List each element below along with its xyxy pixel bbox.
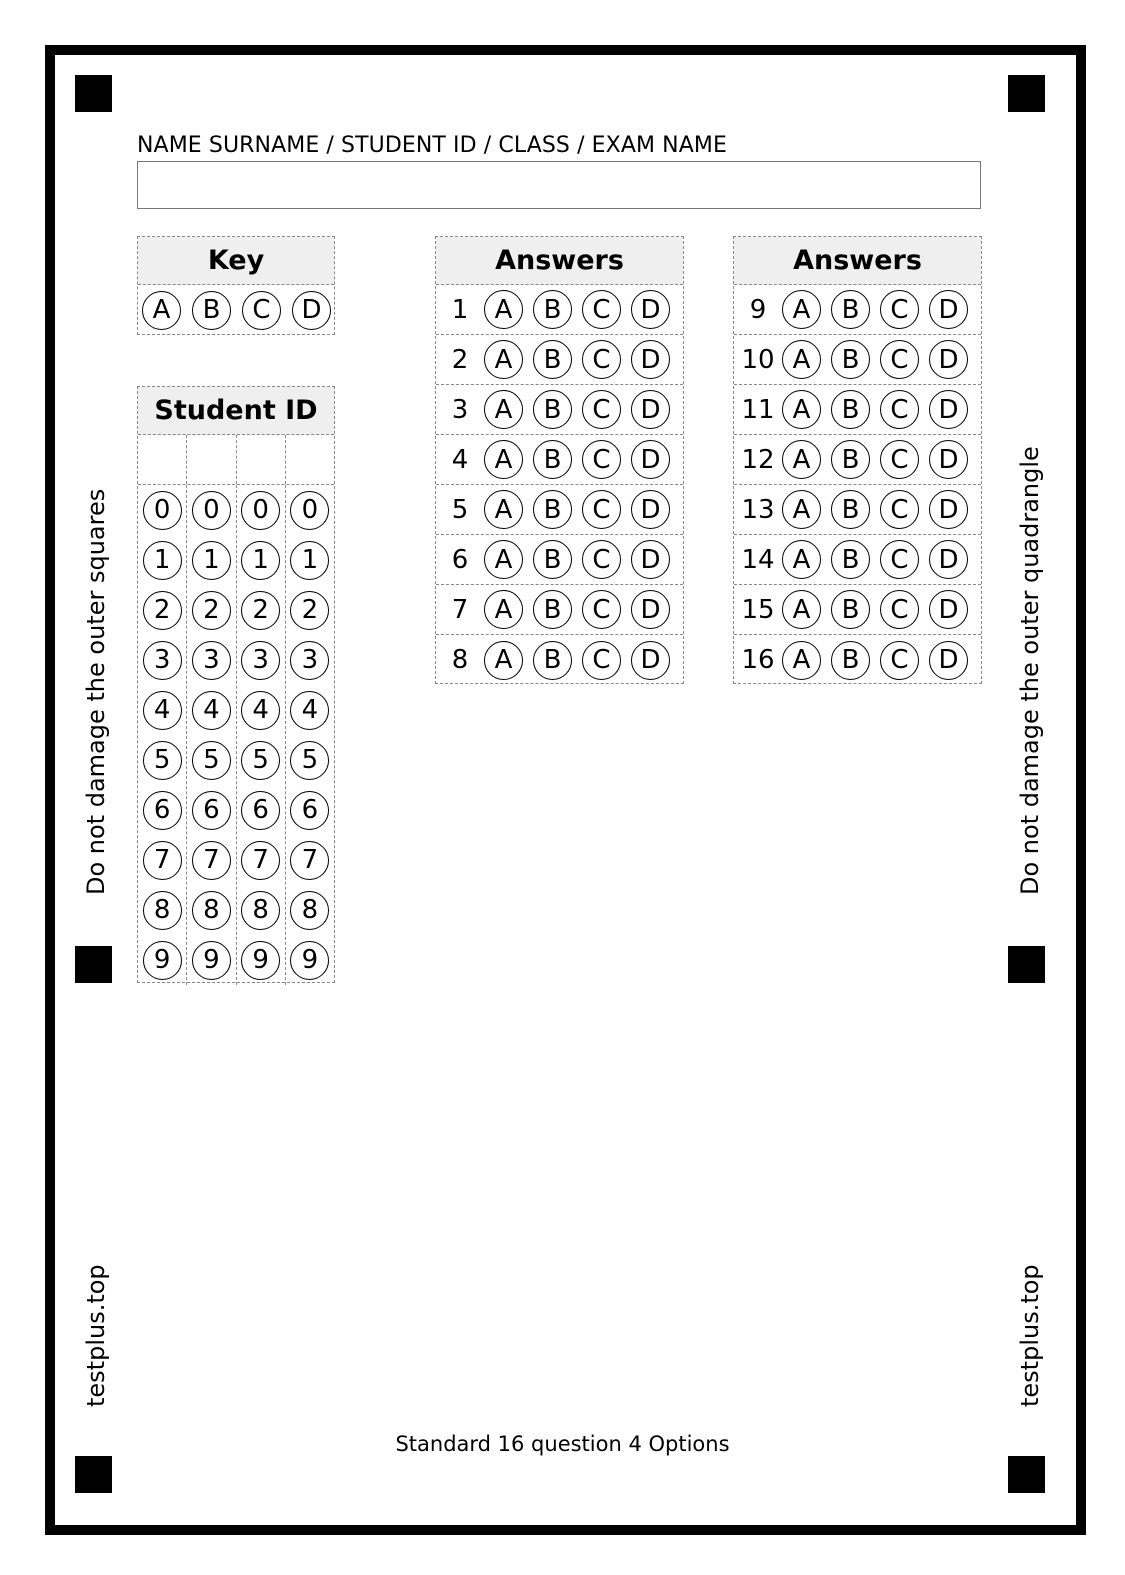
answer-bubble-c[interactable]: C [582, 590, 621, 629]
question-number: 5 [451, 494, 469, 525]
key-row [138, 285, 334, 335]
key-title: Key [138, 237, 334, 285]
answer-bubble-d[interactable]: D [929, 340, 968, 379]
question-number: 15 [741, 594, 775, 625]
student-id-bubble[interactable]: 9 [192, 941, 231, 980]
answer-row [734, 535, 981, 585]
answer-bubble-c[interactable]: C [880, 540, 919, 579]
student-id-cell [138, 735, 186, 785]
answer-bubble-c[interactable]: C [582, 641, 621, 680]
student-id-cell [237, 685, 285, 735]
alignment-marker-top-right [1008, 75, 1045, 112]
answer-row [436, 385, 683, 435]
answer-bubble-d[interactable]: D [929, 390, 968, 429]
answer-bubble-a[interactable]: A [484, 641, 523, 680]
answer-bubble-b[interactable]: B [831, 590, 870, 629]
student-id-bubble[interactable]: 7 [143, 841, 182, 880]
student-id-bubble[interactable]: 5 [290, 741, 329, 780]
student-id-cell [286, 735, 334, 785]
answer-bubble-d[interactable]: D [929, 590, 968, 629]
student-id-entry-box[interactable] [237, 435, 286, 484]
answers-title: Answers [734, 237, 981, 285]
answer-row [436, 285, 683, 335]
answer-bubble-b[interactable]: B [831, 290, 870, 329]
answer-bubble-d[interactable]: D [929, 290, 968, 329]
answer-row [734, 485, 981, 535]
answer-bubble-c[interactable]: C [880, 490, 919, 529]
student-id-cell [237, 735, 285, 785]
answer-bubble-d[interactable]: D [631, 490, 670, 529]
student-id-bubble[interactable]: 6 [290, 791, 329, 830]
student-id-cell [187, 885, 235, 935]
student-id-cell [286, 885, 334, 935]
alignment-marker-mid-left [75, 946, 112, 983]
student-id-bubble[interactable]: 9 [290, 941, 329, 980]
student-id-entry-row [138, 435, 334, 485]
answer-bubble-b[interactable]: B [533, 490, 572, 529]
student-id-cell [187, 585, 235, 635]
answer-row [734, 285, 981, 335]
answer-bubble-c[interactable]: C [880, 440, 919, 479]
student-id-cell [286, 685, 334, 735]
question-number: 2 [451, 344, 469, 375]
student-id-bubble[interactable]: 1 [290, 541, 329, 580]
answer-bubble-b[interactable]: B [533, 440, 572, 479]
answer-bubble-b[interactable]: B [831, 390, 870, 429]
student-id-cell [286, 635, 334, 685]
sheet-footer: Standard 16 question 4 Options [395, 1432, 730, 1456]
student-id-bubble[interactable]: 0 [241, 491, 280, 530]
student-id-bubble-grid [138, 485, 334, 985]
answer-row [436, 335, 683, 385]
answer-bubble-b[interactable]: B [533, 590, 572, 629]
student-id-cell [138, 935, 186, 985]
student-id-bubble[interactable]: 0 [290, 491, 329, 530]
answer-row [436, 635, 683, 685]
answer-bubble-b[interactable]: B [533, 641, 572, 680]
student-id-bubble[interactable]: 4 [241, 691, 280, 730]
answer-bubble-a[interactable]: A [782, 390, 821, 429]
question-number: 16 [741, 645, 775, 675]
student-id-column [187, 485, 236, 985]
student-id-cell [237, 635, 285, 685]
question-number: 11 [741, 394, 775, 425]
answer-row [734, 385, 981, 435]
student-id-bubble[interactable]: 7 [290, 841, 329, 880]
student-id-cell [187, 685, 235, 735]
student-id-bubble[interactable]: 0 [192, 491, 231, 530]
answer-bubble-c[interactable]: C [582, 490, 621, 529]
student-id-bubble[interactable]: 3 [290, 641, 329, 680]
student-id-bubble[interactable]: 0 [143, 491, 182, 530]
left-site-text: testplus.top [82, 1264, 110, 1407]
student-id-panel [137, 386, 335, 983]
answer-bubble-a[interactable]: A [484, 340, 523, 379]
question-number: 8 [451, 645, 469, 675]
key-bubble-b[interactable]: B [192, 291, 231, 330]
student-id-cell [138, 485, 186, 535]
answer-bubble-a[interactable]: A [484, 290, 523, 329]
student-id-cell [187, 735, 235, 785]
answer-bubble-c[interactable]: C [582, 540, 621, 579]
answer-row [436, 435, 683, 485]
answer-bubble-a[interactable]: A [484, 590, 523, 629]
answer-bubble-a[interactable]: A [484, 490, 523, 529]
answer-bubble-a[interactable]: A [782, 290, 821, 329]
student-id-cell [187, 835, 235, 885]
answer-bubble-d[interactable]: D [631, 540, 670, 579]
student-id-column [286, 485, 334, 985]
student-id-cell [187, 485, 235, 535]
student-id-bubble[interactable]: 1 [143, 541, 182, 580]
left-warning-text: Do not damage the outer squares [82, 488, 110, 895]
answers-title: Answers [436, 237, 683, 285]
answer-bubble-c[interactable]: C [582, 340, 621, 379]
student-id-bubble[interactable]: 4 [192, 691, 231, 730]
student-id-bubble[interactable]: 2 [241, 591, 280, 630]
student-id-bubble[interactable]: 3 [241, 641, 280, 680]
answer-bubble-c[interactable]: C [582, 390, 621, 429]
question-number: 10 [741, 344, 775, 375]
question-number: 14 [741, 544, 775, 575]
student-id-cell [237, 485, 285, 535]
key-bubble-a[interactable]: A [142, 291, 181, 330]
name-field[interactable] [137, 161, 981, 209]
answer-bubble-a[interactable]: A [484, 390, 523, 429]
student-id-bubble[interactable]: 8 [241, 891, 280, 930]
answer-bubble-a[interactable]: A [782, 590, 821, 629]
student-id-bubble[interactable]: 9 [241, 941, 280, 980]
student-id-bubble[interactable]: 5 [192, 741, 231, 780]
answer-bubble-b[interactable]: B [831, 340, 870, 379]
answer-bubble-c[interactable]: C [880, 340, 919, 379]
student-id-cell [286, 835, 334, 885]
right-site-text: testplus.top [1016, 1264, 1044, 1407]
answer-bubble-d[interactable]: D [929, 490, 968, 529]
answer-row [734, 435, 981, 485]
answer-bubble-d[interactable]: D [929, 540, 968, 579]
student-id-title: Student ID [138, 387, 334, 435]
student-id-cell [286, 485, 334, 535]
student-id-column [138, 485, 187, 985]
answer-bubble-a[interactable]: A [484, 440, 523, 479]
answer-bubble-c[interactable]: C [582, 440, 621, 479]
student-id-cell [187, 535, 235, 585]
student-id-bubble[interactable]: 6 [241, 791, 280, 830]
answer-row [436, 585, 683, 635]
alignment-marker-bottom-left [75, 1456, 112, 1493]
alignment-marker-mid-right [1008, 946, 1045, 983]
answer-bubble-d[interactable]: D [631, 290, 670, 329]
question-number: 7 [451, 594, 469, 625]
answer-bubble-d[interactable]: D [631, 340, 670, 379]
student-id-cell [138, 635, 186, 685]
answer-bubble-a[interactable]: A [782, 641, 821, 680]
answer-bubble-a[interactable]: A [782, 540, 821, 579]
question-number: 6 [451, 544, 469, 575]
student-id-cell [237, 585, 285, 635]
answer-bubble-d[interactable]: D [631, 590, 670, 629]
answer-bubble-c[interactable]: C [880, 290, 919, 329]
student-id-cell [138, 785, 186, 835]
student-id-bubble[interactable]: 9 [143, 941, 182, 980]
question-number: 9 [749, 294, 767, 325]
student-id-cell [138, 885, 186, 935]
student-id-cell [138, 835, 186, 885]
answers-panel-1 [435, 236, 684, 684]
answer-bubble-d[interactable]: D [929, 440, 968, 479]
student-id-bubble[interactable]: 5 [241, 741, 280, 780]
student-id-entry-box[interactable] [286, 435, 334, 484]
answer-bubble-b[interactable]: B [533, 340, 572, 379]
student-id-bubble[interactable]: 2 [290, 591, 329, 630]
student-id-cell [237, 885, 285, 935]
student-id-cell [237, 785, 285, 835]
answer-bubble-b[interactable]: B [533, 540, 572, 579]
alignment-marker-top-left [75, 75, 112, 112]
student-id-bubble[interactable]: 1 [192, 541, 231, 580]
student-id-bubble[interactable]: 2 [192, 591, 231, 630]
answer-bubble-a[interactable]: A [484, 540, 523, 579]
name-field-label: NAME SURNAME / STUDENT ID / CLASS / EXAM NAME [137, 133, 727, 158]
answer-bubble-c[interactable]: C [582, 290, 621, 329]
student-id-bubble[interactable]: 4 [290, 691, 329, 730]
answer-bubble-a[interactable]: A [782, 440, 821, 479]
student-id-cell [286, 535, 334, 585]
student-id-bubble[interactable]: 8 [143, 891, 182, 930]
student-id-bubble[interactable]: 1 [241, 541, 280, 580]
student-id-cell [138, 685, 186, 735]
student-id-bubble[interactable]: 8 [192, 891, 231, 930]
student-id-bubble[interactable]: 4 [143, 691, 182, 730]
answers-rows [734, 285, 981, 685]
student-id-entry-box[interactable] [138, 435, 187, 484]
student-id-cell [138, 535, 186, 585]
student-id-column [237, 485, 286, 985]
student-id-cell [187, 635, 235, 685]
key-panel [137, 236, 335, 335]
answer-bubble-c[interactable]: C [880, 390, 919, 429]
student-id-bubble[interactable]: 7 [192, 841, 231, 880]
right-warning-text: Do not damage the outer quadrangle [1016, 446, 1044, 895]
answer-bubble-c[interactable]: C [880, 590, 919, 629]
answer-bubble-a[interactable]: A [782, 340, 821, 379]
answer-bubble-b[interactable]: B [533, 390, 572, 429]
answer-bubble-d[interactable]: D [631, 390, 670, 429]
student-id-cell [286, 585, 334, 635]
answer-bubble-b[interactable]: B [831, 440, 870, 479]
key-bubble-d[interactable]: D [292, 291, 331, 330]
answer-row [734, 335, 981, 385]
student-id-cell [138, 585, 186, 635]
question-number: 1 [451, 294, 469, 325]
answer-bubble-d[interactable]: D [631, 440, 670, 479]
answer-bubble-b[interactable]: B [831, 490, 870, 529]
answers-panel-2 [733, 236, 982, 684]
answer-row [734, 585, 981, 635]
student-id-bubble[interactable]: 6 [143, 791, 182, 830]
student-id-cell [286, 935, 334, 985]
student-id-bubble[interactable]: 3 [143, 641, 182, 680]
answer-row [734, 635, 981, 685]
alignment-marker-bottom-right [1008, 1456, 1045, 1493]
student-id-cell [237, 935, 285, 985]
student-id-entry-box[interactable] [187, 435, 236, 484]
question-number: 13 [741, 494, 775, 525]
student-id-cell [237, 835, 285, 885]
answer-row [436, 485, 683, 535]
student-id-bubble[interactable]: 8 [290, 891, 329, 930]
answer-row [436, 535, 683, 585]
student-id-bubble[interactable]: 5 [143, 741, 182, 780]
key-bubble-c[interactable]: C [242, 291, 281, 330]
student-id-cell [286, 785, 334, 835]
question-number: 3 [451, 394, 469, 425]
question-number: 4 [451, 444, 469, 475]
question-number: 12 [741, 444, 775, 475]
student-id-bubble[interactable]: 6 [192, 791, 231, 830]
answer-bubble-d[interactable]: D [929, 641, 968, 680]
student-id-bubble[interactable]: 7 [241, 841, 280, 880]
answer-bubble-b[interactable]: B [831, 540, 870, 579]
answers-rows [436, 285, 683, 685]
answer-bubble-d[interactable]: D [631, 641, 670, 680]
answer-bubble-b[interactable]: B [533, 290, 572, 329]
student-id-cell [237, 535, 285, 585]
student-id-cell [187, 785, 235, 835]
student-id-bubble[interactable]: 2 [143, 591, 182, 630]
student-id-cell [187, 935, 235, 985]
answer-bubble-b[interactable]: B [831, 641, 870, 680]
answer-bubble-c[interactable]: C [880, 641, 919, 680]
student-id-bubble[interactable]: 3 [192, 641, 231, 680]
answer-bubble-a[interactable]: A [782, 490, 821, 529]
